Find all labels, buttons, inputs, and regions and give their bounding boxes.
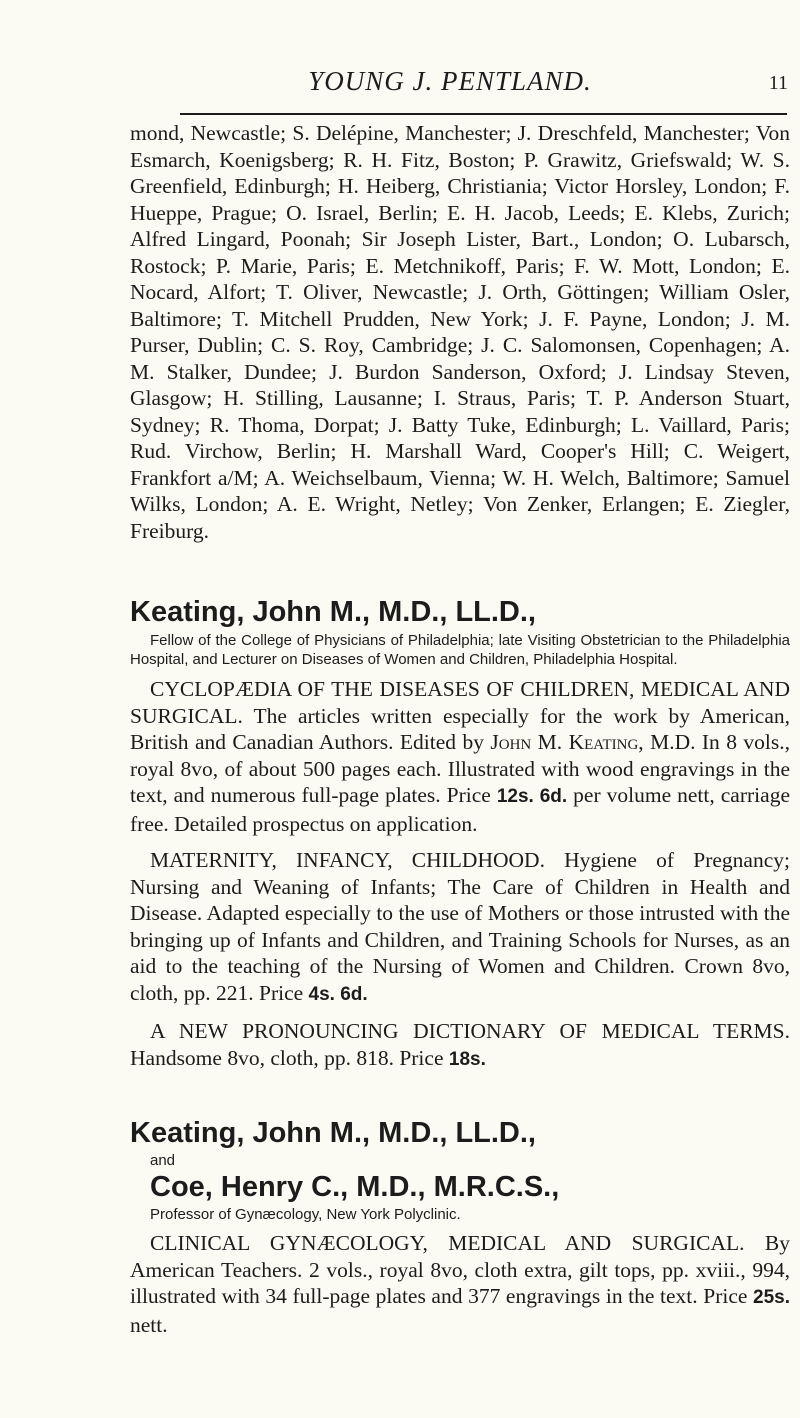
author-heading: Keating, John M., M.D., LL.D., <box>130 1117 536 1149</box>
entry-text: , M.D. In 8 vols., royal 8vo, of about 500 pages each. Illustrated with wood engravings in the text, and numerous full-page plates. Price <box>130 730 790 807</box>
entry-text: per volume nett, carriage free. Detailed prospectus on application. <box>130 783 790 836</box>
price: 18s. <box>448 1048 486 1070</box>
contributors-block <box>130 120 790 544</box>
author-description: Fellow of the College of Physicians of Philadelphia; late Visiting Obstetrician to the Philadelphia Hospital, and Lecturer on Diseases of Women and Children, Philadelphia Hospital. <box>130 632 790 668</box>
coauthor-heading: Coe, Henry C., M.D., M.R.C.S., <box>150 1171 560 1203</box>
keating-coe-section <box>130 1116 790 1338</box>
entry-text: CLINICAL GYNÆCOLOGY, MEDICAL AND SURGICAL. By American Teachers. 2 vols., royal 8vo, cloth extra, gilt tops, pp. xviii., 994, illustrated with 34 full-page plates and 377 engravings in the text. Price <box>130 1231 790 1308</box>
editor-name: John M. Keating <box>490 730 639 754</box>
price: 12s. 6d. <box>496 786 568 807</box>
entry-gynaecology <box>130 1230 790 1338</box>
entry-text: MATERNITY, INFANCY, CHILDHOOD. Hygiene of Pregnancy; Nursing and Weaning of Infants; The Care of Children in Health and Disease. Adapted especially to the use of Mothers or those intrusted with the bringing up of Infants and Children, and Training Schools for Nurses, as an aid to the teaching of the Nursing of Women and Children. Crown 8vo, cloth, pp. 221. Price <box>130 848 790 1005</box>
entry-text: A NEW PRONOUNCING DICTIONARY OF MEDICAL TERMS. Handsome 8vo, cloth, pp. 818. Price <box>130 1019 790 1070</box>
and-connector: and <box>150 1152 176 1169</box>
entry-cyclopaedia <box>130 676 790 837</box>
header-title: YOUNG J. PENTLAND. <box>308 66 592 96</box>
entry-dictionary <box>130 1018 790 1073</box>
price: 25s. <box>753 1287 790 1308</box>
keating-section <box>130 595 790 1073</box>
running-header <box>150 66 790 102</box>
page-number: 11 <box>768 72 788 94</box>
coauthor-description: Professor of Gynæcology, New York Polyclinic. <box>150 1206 461 1223</box>
entry-maternity <box>130 847 790 1008</box>
price: 4s. 6d. <box>308 983 368 1005</box>
entry-text: CYCLOPÆDIA OF THE DISEASES OF CHILDREN, MEDICAL AND SURGICAL. The articles written especially for the work by American, British and Canadian Authors. Edited by <box>130 677 790 754</box>
contributors-list: mond, Newcastle; S. Delépine, Manchester; J. Dreschfeld, Manchester; Von Esmarch, Koenigsberg; R. H. Fitz, Boston; P. Grawitz, Griefswald; W. S. Greenfield, Edinburgh; H. Heiberg, Christiania; Victor Horsley, London; F. Hueppe, Prague; O. Israel, Berlin; E. H. Jacob, Leeds; E. Klebs, Zurich; Alfred Lingard, Poonah; Sir Joseph Lister, Bart., London; O. Lubarsch, Rostock; P. Marie, Paris; E. Metchnikoff, Paris; F. W. Mott, London; E. Nocard, Alfort; T. Oliver, Newcastle; J. Orth, Göttingen; William Osler, Baltimore; T. Mitchell Prudden, New York; J. F. Payne, London; J. M. Purser, Dublin; C. S. Roy, Cambridge; J. C. Salomonsen, Copenhagen; A. M. Stalker, Dundee; J. Burdon Sanderson, Oxford; J. Lindsay Steven, Glasgow; H. Stilling, Lausanne; I. Straus, Paris; T. P. Anderson Stuart, Sydney; R. Thoma, Dorpat; J. Batty Tuke, Edinburgh; L. Vaillard, Paris; Rud. Virchow, Berlin; H. Marshall Ward, Cooper's Hill; C. Weigert, Frankfort a/M; A. Weichselbaum, Vienna; W. H. Welch, Baltimore; Samuel Wilks, London; A. E. Wright, Netley; Von Zenker, Erlangen; E. Ziegler, Freiburg. <box>130 121 790 543</box>
header-rule <box>180 113 787 115</box>
author-heading: Keating, John M., M.D., LL.D., <box>130 596 536 628</box>
entry-text: nett. <box>130 1312 168 1337</box>
